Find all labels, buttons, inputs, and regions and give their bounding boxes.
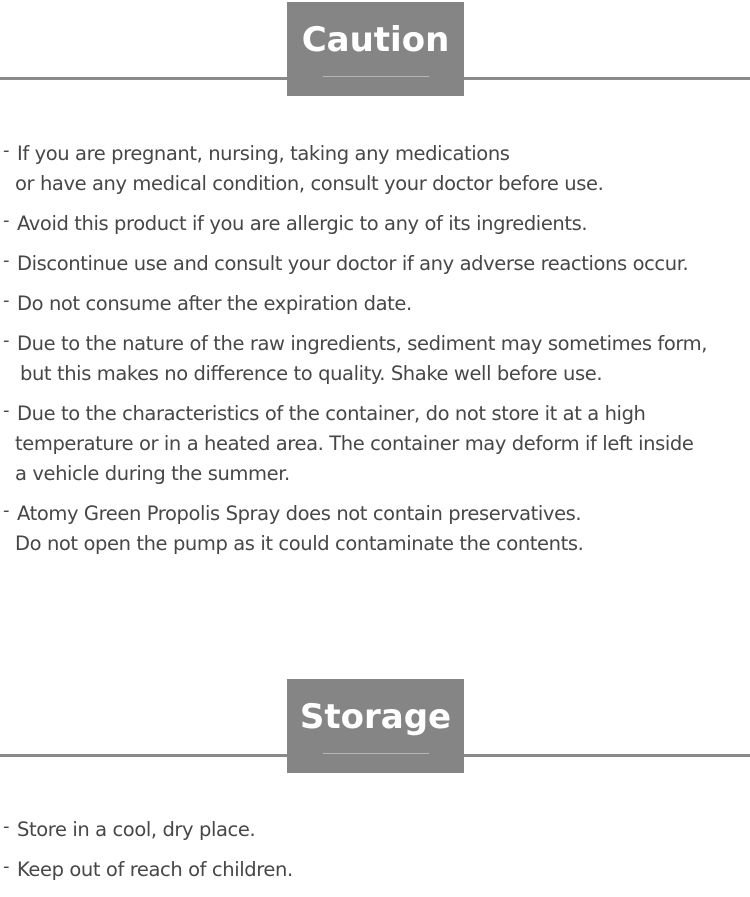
caution-item-6-line-2: temperature or in a heated area. The container may deform if left inside (15, 432, 694, 455)
caution-item-6 (0, 399, 750, 489)
caution-item-7-line-1: Atomy Green Propolis Spray does not contain preservatives. (17, 502, 582, 525)
caution-item-2 (0, 209, 750, 239)
caution-item-7-line-2: Do not open the pump as it could contaminate the contents. (15, 532, 584, 555)
caution-title-box (287, 2, 464, 96)
storage-item-2-line-1: Keep out of reach of children. (17, 858, 293, 881)
caution-item-3-line-1: Discontinue use and consult your doctor if any adverse reactions occur. (17, 252, 689, 275)
caution-item-5-line-1: Due to the nature of the raw ingredients, sediment may sometimes form, (17, 332, 708, 355)
storage-item-2 (0, 855, 750, 885)
caution-header (0, 2, 750, 96)
storage-title-underline (323, 753, 429, 754)
caution-item-2-line-1: Avoid this product if you are allergic to any of its ingredients. (17, 212, 588, 235)
bullet-dash: - (3, 250, 10, 271)
caution-list (0, 139, 750, 569)
caution-item-1 (0, 139, 750, 199)
caution-item-5-line-2: but this makes no difference to quality. Shake well before use. (20, 362, 603, 385)
caution-item-4 (0, 289, 750, 319)
storage-title: Storage (299, 697, 452, 737)
bullet-dash: - (3, 330, 10, 351)
bullet-dash: - (3, 400, 10, 421)
bullet-dash: - (3, 816, 10, 837)
caution-item-6-line-3: a vehicle during the summer. (15, 462, 290, 485)
bullet-dash: - (3, 210, 10, 231)
caution-item-7 (0, 499, 750, 559)
caution-title: Caution (301, 20, 450, 60)
caution-title-underline (323, 76, 429, 77)
caution-item-1-line-1: If you are pregnant, nursing, taking any medications (17, 142, 510, 165)
bullet-dash: - (3, 500, 10, 521)
caution-item-4-line-1: Do not consume after the expiration date. (17, 292, 412, 315)
bullet-dash: - (3, 290, 10, 311)
storage-title-box (287, 679, 464, 773)
storage-list (0, 815, 750, 895)
storage-header (0, 679, 750, 773)
caution-item-6-line-1: Due to the characteristics of the container, do not store it at a high (17, 402, 646, 425)
storage-item-1 (0, 815, 750, 845)
caution-item-1-line-2: or have any medical condition, consult your doctor before use. (15, 172, 604, 195)
caution-item-3 (0, 249, 750, 279)
caution-item-5 (0, 329, 750, 389)
storage-item-1-line-1: Store in a cool, dry place. (17, 818, 256, 841)
bullet-dash: - (3, 856, 10, 877)
bullet-dash: - (3, 140, 10, 161)
